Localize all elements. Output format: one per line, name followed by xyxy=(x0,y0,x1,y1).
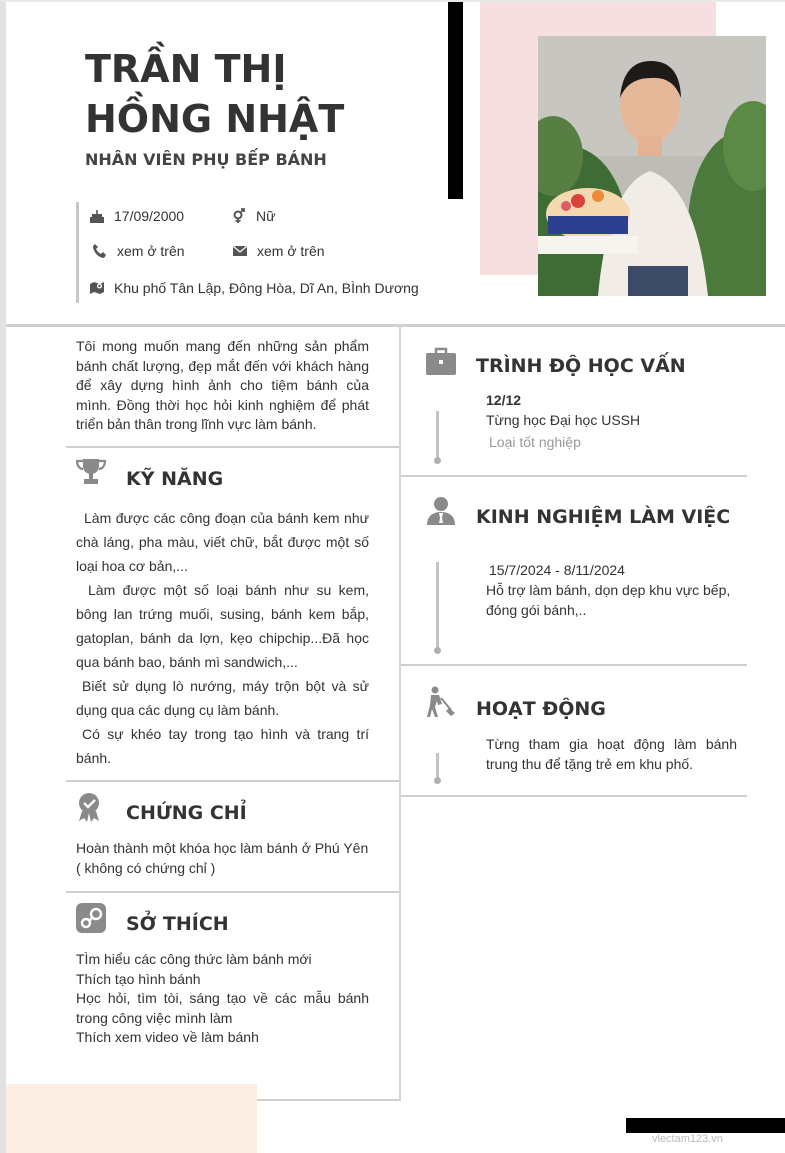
address-value: Khu phố Tân Lập, Đông Hòa, Dĩ An, BÌnh Dương xyxy=(114,280,419,296)
cake-icon xyxy=(89,208,105,224)
award-badge-icon xyxy=(75,791,107,823)
activities-timeline xyxy=(436,753,439,780)
gender-row xyxy=(231,208,275,224)
phone-row xyxy=(92,243,185,259)
experience-description: Hỗ trợ làm bánh, dọn dẹp khu vực bếp, đóng gói bánh,.. xyxy=(486,582,731,618)
education-title: TRÌNH ĐỘ HỌC VẤN xyxy=(476,355,686,377)
footer-peach-box xyxy=(6,1084,257,1153)
header-divider xyxy=(6,324,785,327)
skill-item: Biết sử dụng lò nướng, máy trộn bột và sử dụng qua các dụng cụ làm bánh. xyxy=(76,678,369,718)
envelope-icon xyxy=(232,243,248,259)
phone-value: xem ở trên xyxy=(117,243,185,259)
address-row xyxy=(89,280,419,296)
skills-list xyxy=(76,506,369,770)
gender-icon xyxy=(231,208,247,224)
header-black-bar xyxy=(448,2,463,199)
skill-item: Có sự khéo tay trong tạo hình và trang trí bánh. xyxy=(76,726,369,766)
activities-title: HOẠT ĐỘNG xyxy=(476,698,606,720)
profile-photo xyxy=(538,36,766,296)
activities-divider xyxy=(401,795,747,797)
experience-timeline-dot xyxy=(434,647,441,654)
hobby-item: TÌm hiểu các công thức làm bánh mới xyxy=(76,951,312,967)
activities-timeline-dot xyxy=(434,777,441,784)
birthday-row xyxy=(89,208,184,224)
steam-icon xyxy=(75,902,107,934)
objective-divider xyxy=(66,446,399,448)
certificates-text: Hoàn thành một khóa học làm bánh ở Phú Yên ( không có chứng chỉ ) xyxy=(76,840,369,876)
hobbies-title: SỞ THÍCH xyxy=(126,913,229,935)
info-left-border xyxy=(76,202,79,303)
hobbies-list xyxy=(76,950,369,1048)
briefcase-icon xyxy=(425,345,457,377)
footer-black-bar xyxy=(626,1118,785,1133)
skill-item: Làm được các công đoạn của bánh kem như chà láng, pha màu, viết chữ, bắt được một số loại hoa cơ bản,... xyxy=(76,510,369,574)
page-left-border xyxy=(0,0,6,1153)
career-objective: Tôi mong muốn mang đến những sản phẩm bánh chất lượng, đẹp mắt đến với khách hàng để xây dựng hình ảnh cho tiệm bánh của mình. Đồng thời học hỏi kinh nghiệm để phát triển bản thân trong lĩnh vực làm bánh. xyxy=(76,338,369,432)
birthday-value: 17/09/2000 xyxy=(114,208,185,224)
skills-title: KỸ NĂNG xyxy=(126,468,224,490)
profile-photo-illustration xyxy=(538,36,766,296)
education-rank: Loại tốt nghiệp xyxy=(489,434,581,450)
education-grade: 12/12 xyxy=(486,392,522,408)
skills-divider xyxy=(66,780,399,782)
experience-divider xyxy=(401,664,747,666)
candidate-name: TRẦN THỊ HỒNG NHẬT xyxy=(85,47,345,141)
activities-text: Từng tham gia hoạt động làm bánh trung thu để tặng trẻ em khu phố. xyxy=(486,736,737,772)
certificates-divider xyxy=(66,891,399,893)
experience-title: KINH NGHIỆM LÀM VIỆC xyxy=(476,506,731,528)
certificates-title: CHỨNG CHỈ xyxy=(126,802,247,824)
column-divider xyxy=(399,326,401,1101)
hobby-item: Học hỏi, tìm tòi, sáng tạo về các mẫu bánh trong công việc mình làm xyxy=(76,990,369,1026)
experience-period: 15/7/2024 - 8/11/2024 xyxy=(489,562,625,578)
trophy-icon xyxy=(75,456,107,488)
watermark: vlectam123.vn xyxy=(652,1133,723,1145)
phone-icon xyxy=(92,243,108,259)
email-value: xem ở trên xyxy=(257,243,325,259)
hobby-item: Thích xem video về làm bánh xyxy=(76,1029,259,1045)
education-timeline-dot xyxy=(434,457,441,464)
broom-person-icon xyxy=(425,686,457,718)
email-row xyxy=(232,243,325,259)
education-divider xyxy=(401,475,747,477)
gender-value: Nữ xyxy=(256,208,276,224)
education-timeline xyxy=(436,411,439,461)
user-tie-icon xyxy=(425,495,457,527)
hobby-item: Thích tạo hình bánh xyxy=(76,970,201,987)
job-title: NHÂN VIÊN PHỤ BẾP BÁNH xyxy=(85,150,327,169)
experience-timeline xyxy=(436,562,439,650)
map-marker-icon xyxy=(89,280,105,296)
skill-item: Làm được một số loại bánh như su kem, bông lan trứng muối, susing, bánh kem bắp, gatoplan, bánh da lợn, kẹo chipchip...Đã học qua bánh bao, bánh mì sandwich,... xyxy=(76,582,369,670)
education-school: Từng học Đại học USSH xyxy=(486,412,641,428)
